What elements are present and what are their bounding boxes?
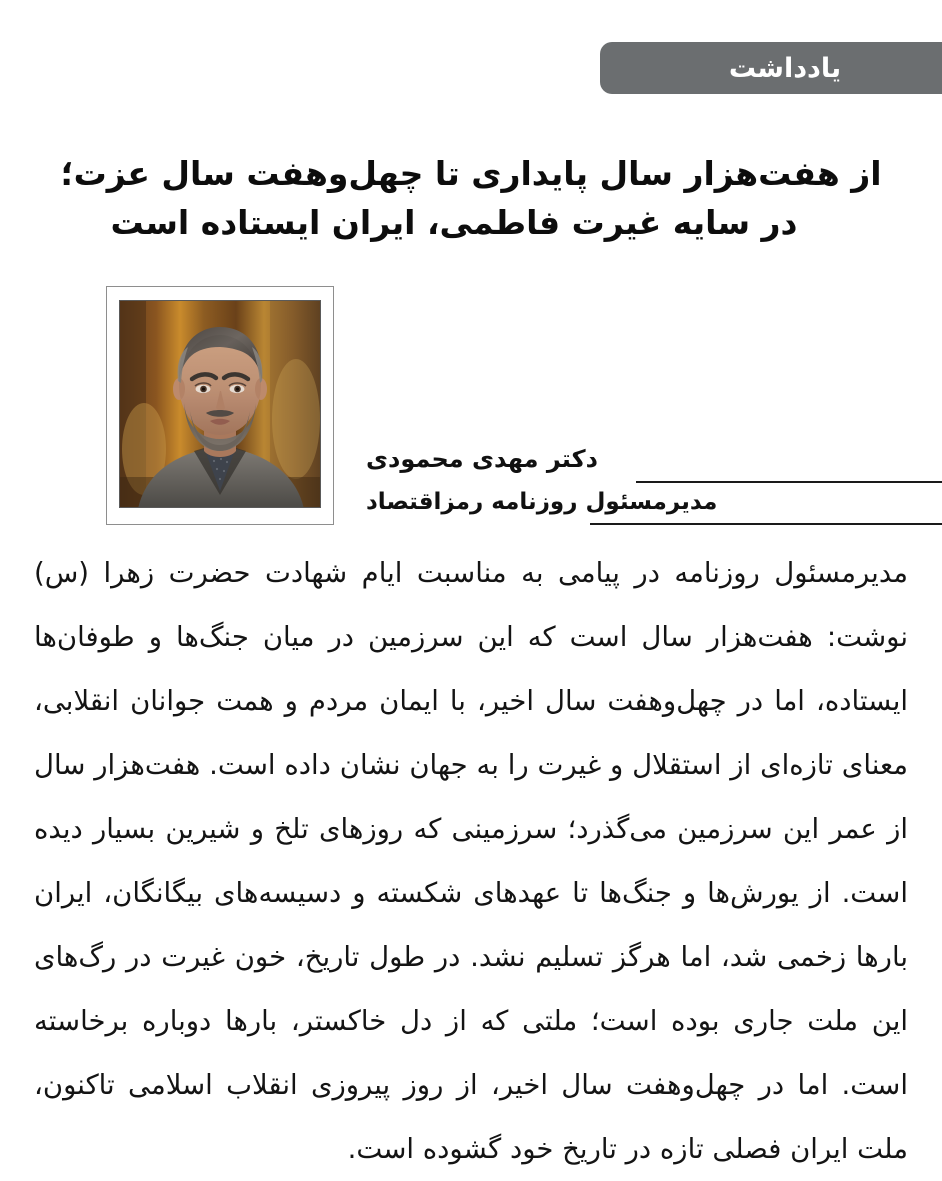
author-byline	[354, 444, 942, 525]
author-role: مدیرمسئول روزنامه رمزاقتصاد	[366, 489, 718, 516]
author-photo-frame	[106, 286, 334, 525]
author-rule-bottom	[590, 523, 942, 525]
author-name: دکتر مهدی محمودی	[366, 445, 598, 473]
section-badge-label: یادداشت	[728, 52, 842, 84]
author-zone	[0, 286, 942, 530]
author-rule-top	[636, 481, 942, 483]
headline-line-1: از هفت‌هزار سال پایداری تا چهل‌وهفت سال عزت؛	[60, 154, 882, 194]
article-paragraph: مدیرمسئول روزنامه در پیامی به مناسبت ایام شهادت حضرت زهرا (س) نوشت: هفت‌هزار سال است که این سرزمین در میان جنگ‌ها و طوفان‌ها ایستاده، اما در چهل‌وهفت سال اخیر، با ایمان مردم و همت جوانان انقلابی، معنای تازه‌ای از استقلال و غیرت را به جهان نشان داده است. هفت‌هزار سال از عمر این سرزمین می‌گذرد؛ سرزمینی که روزهای تلخ و شیرین بسیار دیده است. از یورش‌ها و جنگ‌ها تا عهدهای شکسته و دسیسه‌های بیگانگان، ایران بارها زخمی شد، اما هرگز تسلیم نشد. در طول تاریخ، خون غیرت در رگ‌های این ملت جاری بوده است؛ ملتی که از دل خاکستر، بارها دوباره برخاسته است. اما در چهل‌وهفت سال اخیر، از روز پیروزی انقلاب اسلامی تاکنون، ملت ایران فصلی تازه در تاریخ خود گشوده است.	[34, 557, 908, 1165]
article-body	[34, 541, 908, 1181]
author-photo	[119, 300, 321, 508]
section-badge-row	[0, 42, 942, 94]
headline-line-2: در سایه غیرت فاطمی، ایران ایستاده است	[110, 202, 798, 242]
article-headline	[42, 150, 900, 248]
section-badge	[600, 42, 942, 94]
